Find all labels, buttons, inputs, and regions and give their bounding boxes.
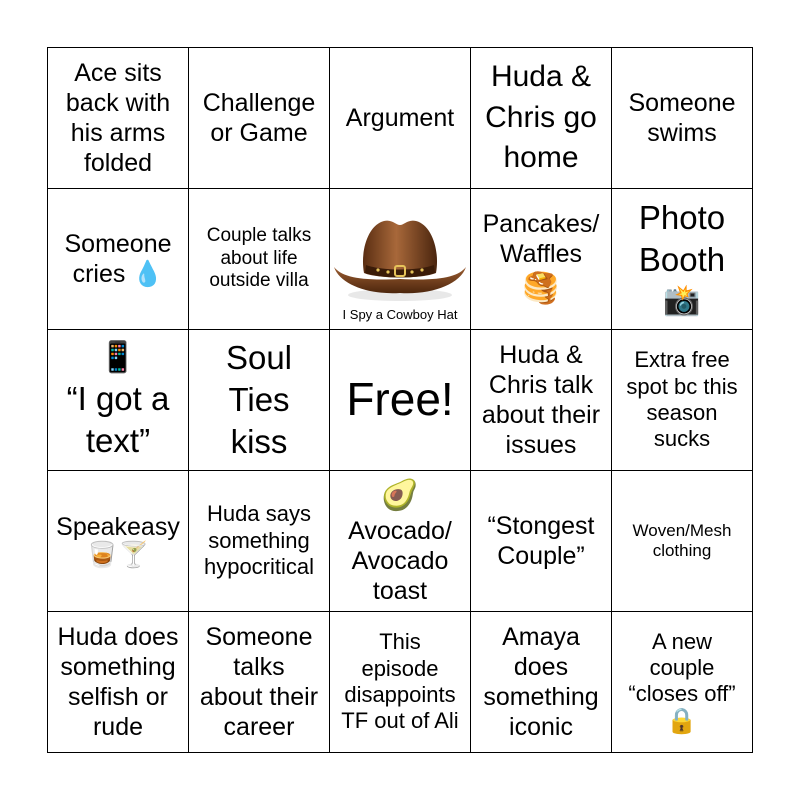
bingo-cell-r1c1[interactable]: [48, 48, 189, 189]
cell-text: Speakeasy: [56, 513, 180, 542]
bingo-cell-r1c2[interactable]: [189, 48, 330, 189]
cell-text: Challenge or Game: [202, 89, 316, 147]
bingo-cell-r5c5[interactable]: [612, 612, 753, 753]
cell-text: I Spy a Cowboy Hat: [342, 307, 458, 323]
cell-text: Argument: [345, 104, 455, 132]
bingo-cell-r3c4[interactable]: [471, 330, 612, 471]
cell-text: Pancakes/ Waffles: [482, 209, 600, 268]
bingo-cell-r1c5[interactable]: [612, 48, 753, 189]
free-space-label: Free!: [346, 373, 454, 426]
bingo-cell-r5c2[interactable]: [189, 612, 330, 753]
bingo-cell-r2c2[interactable]: [189, 189, 330, 330]
cell-text: Huda & Chris go home: [485, 60, 597, 175]
bingo-cell-r4c1[interactable]: [48, 471, 189, 612]
cell-text: Woven/Mesh clothing: [632, 520, 732, 560]
mobile-phone-icon: 📱: [99, 340, 137, 374]
cell-text: Huda & Chris talk about their issues: [481, 341, 601, 459]
cell-text: Soul Ties kiss: [225, 338, 293, 461]
bingo-cell-r2c4[interactable]: [471, 189, 612, 330]
cell-text: Photo Booth: [638, 198, 726, 278]
bingo-cell-r1c3[interactable]: [330, 48, 471, 189]
cell-text: “I got a text”: [66, 380, 170, 460]
pancakes-icon: 🥞: [522, 271, 560, 305]
camera-flash-icon: 📸: [663, 283, 701, 317]
bingo-cell-r3c2[interactable]: [189, 330, 330, 471]
bingo-cell-r5c4[interactable]: [471, 612, 612, 753]
cell-text: Couple talks about life outside villa: [206, 224, 312, 292]
cowboy-hat-icon: [330, 215, 470, 305]
bingo-cell-r3c1[interactable]: [48, 330, 189, 471]
bingo-cell-r2c5[interactable]: [612, 189, 753, 330]
bingo-cell-r4c3[interactable]: [330, 471, 471, 612]
drinks-icon: 🥃🍸: [86, 541, 150, 570]
cell-text: This episode disappoints TF out of Ali: [341, 629, 459, 734]
bingo-cell-r5c1[interactable]: [48, 612, 189, 753]
bingo-cell-r3c3[interactable]: [330, 330, 471, 471]
cell-text: A new couple “closes off”: [628, 628, 736, 707]
cell-text: Someone swims: [628, 89, 736, 147]
cell-text: Amaya does something iconic: [483, 623, 599, 741]
cell-text: Extra free spot bc this season sucks: [626, 347, 738, 452]
cell-text: Ace sits back with his arms folded: [65, 59, 171, 177]
bingo-cell-r1c4[interactable]: [471, 48, 612, 189]
avocado-icon: 🥑: [381, 478, 419, 512]
cell-text: Avocado/ Avocado toast: [348, 517, 452, 606]
bingo-cell-r3c5[interactable]: [612, 330, 753, 471]
bingo-cell-r4c4[interactable]: [471, 471, 612, 612]
cell-text: Huda says something hypocritical: [203, 501, 315, 580]
cell-text: Huda does something selfish or rude: [57, 623, 179, 741]
cell-text: Someone talks about their career: [199, 623, 319, 741]
cell-text: Someone cries 💧: [64, 230, 172, 288]
bingo-cell-r2c1[interactable]: [48, 189, 189, 330]
bingo-board: [47, 47, 753, 753]
bingo-cell-r5c3[interactable]: [330, 612, 471, 753]
lock-icon: 🔒: [666, 706, 698, 735]
bingo-cell-r2c3[interactable]: [330, 189, 471, 330]
bingo-cell-r4c5[interactable]: [612, 471, 753, 612]
cell-text: “Stongest Couple”: [487, 512, 595, 570]
bingo-cell-r4c2[interactable]: [189, 471, 330, 612]
